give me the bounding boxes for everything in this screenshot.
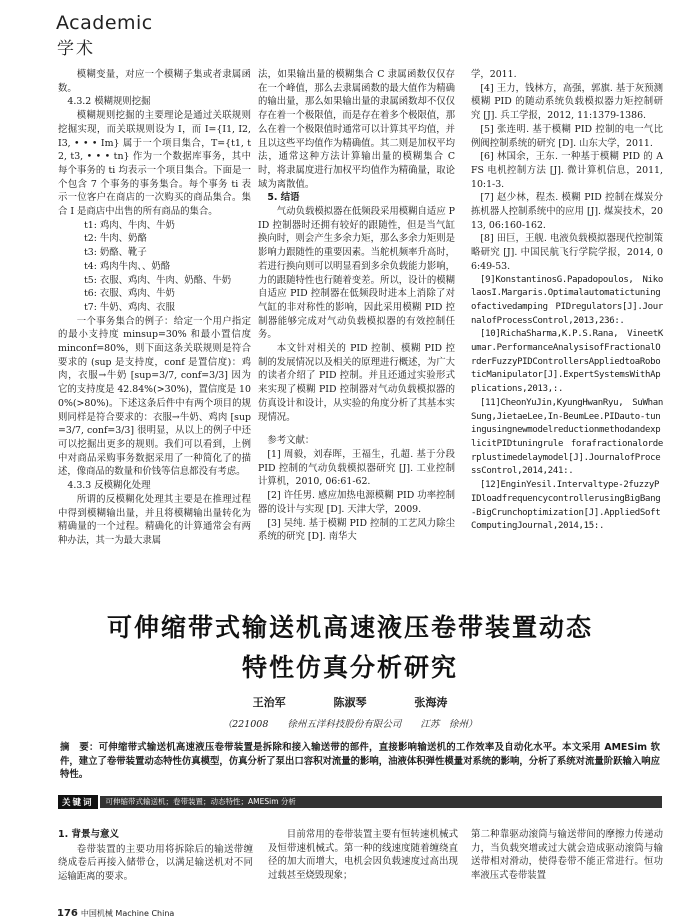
paragraph: 所谓的反模糊化处理其主要是在推理过程中得到模糊输出量，并且将模糊输出量转化为精确量的一个过程。精确化的计算通常会有两种办法，其一为最大隶属: [58, 493, 251, 546]
author: 王治军: [252, 696, 286, 709]
reference: [8] 田巨，王舰. 电液负载模拟器现代控制策略研究 [J]. 中国民航飞行学院学报，2014, 06:49-53.: [471, 233, 663, 272]
list-item: t4: 鸡肉牛肉、、奶酪: [84, 260, 171, 272]
author: 陈淑琴: [333, 696, 367, 709]
reference: [6] 林国余，王东. 一种基于模糊 PID 的 AFS 电机控制方法 [J]. 微计算机信息，2011, 10:1-3.: [471, 151, 663, 190]
section-heading: 4.3.2 模糊规则挖掘: [67, 96, 151, 108]
list-item: t7: 牛奶、鸡肉、衣服: [84, 301, 175, 313]
section-heading: 1. 背景与意义: [58, 829, 120, 840]
reference: [7] 赵少林，程杰. 模糊 PID 控制在煤炭分拣机器人控制系统中的应用 [J]. 煤炭技术，2013, 06:160-162.: [471, 192, 663, 231]
header-academic: Academic: [56, 12, 153, 34]
reference: [4] 王力，钱林方，高强，郭旗. 基于灰预测模糊 PID 的随动系统负载模拟器力矩控制研究 [J]. 兵工学报，2012, 11:1379-1386.: [471, 82, 663, 122]
affiliation: （221008 徐州五洋科技股份有限公司 江苏 徐州）: [222, 719, 478, 730]
list-item: t2: 牛肉、奶酪: [84, 233, 147, 245]
keywords-text: 可伸缩带式输送机；卷带装置；动态特性；AMESim 分析: [100, 796, 662, 808]
middle-column: [258, 68, 455, 544]
paragraph: 法，如果输出量的模糊集合 C 隶属函数仅仅存在一个峰值，那么去隶属函数的最大值作为精确的输出量，那么如果输出量的隶属函数却不仅仅存在着一个极限值，而是存在着多个极限值，那么在着一个极限值时通常可以计算其平均值，并且以这些平均值作为精确值。其二则是加权平均法，通常这种方法计算输出量的模糊集合 C 时，将隶属度进行加权平均值作为精确量，取论域为离散值。: [258, 69, 455, 190]
paragraph: 一个事务集合的例子：给定一个用户指定的最小支持度 minsup=30% 和最小置信度 minconf=80%，则下面这条关联规则是符合要求的 (sup 是支持度，conf 是置信度)：鸡肉，衣服→牛奶 [sup=3/7, conf=3/3] 因为它的支持度是 42.84%(>30%)，置信度是 100%(>80%)。下述这条后件中有两个项目的规则同样是符合要求的：衣服→牛奶、鸡肉 [sup=3/7, conf=3/3] 很明显，从以上的例子中还可以挖掘出更多的规则。我们可以看到，上例中对商品采购事务数据采用了一种简化了的描述，像商品的数量和价钱等信息都没有考虑。: [58, 315, 251, 478]
list-item: t3: 奶酪、靴子: [84, 247, 147, 259]
author: 张海涛: [414, 696, 448, 709]
body-column-right: [471, 828, 663, 883]
abstract: [60, 741, 660, 782]
article-title-line2: 特性仿真分析研究: [241, 653, 458, 682]
reference: [5] 张连明. 基于模糊 PID 控制的电一气比例阀控制系统的研究 [D]. 山东大学，2011.: [471, 123, 663, 149]
reference: [10]RichaSharma,K.P.S.Rana, VineetKumar.PerformanceAnalysisofFractionalOrderFuzzyPIDControllersAppliedtoaRoboticManipulator[J].ExpertSystemsWithApplications,2013,:.: [471, 329, 663, 395]
reference: [12]EnginYesil.Intervaltype-2fuzzyPIDloadfrequencycontrollerusingBigBang-BigCrunchoptimization[J].AppliedSoftComputingJournal,2014,15:.: [471, 480, 661, 532]
paragraph: 气动负载模拟器在低频段采用模糊自适应 PID 控制器时还拥有较好的跟随性，但是当气缸换向时，则会产生多余力矩，那么多余力矩则是影响力跟随性的重要因素。当舵机频率升高时，若进行换向则可以明显看到多余负载能力影响，力的跟随特性也行随着变差。所以，设计的模糊自适应 PID 控制器在低频段时进本上消除了对气缸的非对称性的影响，因此采用模糊 PID 控制器能够完成对气动负载模拟器的有效控制任务。: [258, 206, 455, 341]
abstract-label: 摘 要：: [60, 742, 99, 753]
paragraph: 目前常用的卷带装置主要有恒转速机械式及恒带速机械式。第一种的线速度随着缠绕直径的加大而增大，电机会因负载速度过高出现过载甚至烧毁现象；: [268, 829, 458, 882]
section-heading: 5. 结语: [267, 192, 300, 204]
keywords-label: 关键词: [58, 795, 98, 809]
paragraph: 卷带装置的主要功用将拆除后的输送带缠绕成卷后再接入储带仓，以满足输送机对不同运输距离的要求。: [58, 843, 253, 883]
paragraph: 第二种靠驱动滚筒与输送带间的摩擦力传递动力，当负载突增或过大就会造成驱动滚筒与输送带相对滑动，使得卷带不能正常进行。恒功率液压式卷带装置: [471, 829, 663, 882]
keywords-bar: [58, 796, 662, 808]
section-heading: 4.3.3 反模糊化处理: [67, 480, 151, 492]
reference: [9]KonstantinosG.Papadopoulos, NikolaosI.Margaris.Optimalautomatictuningofactivedamping PIDregulators[J].JournalofProcessControl,2013,236:.: [471, 274, 663, 326]
reference: [2] 许任男. 感应加热电源模糊 PID 功率控制器的设计与实现 [D]. 天津大学，2009.: [258, 490, 455, 515]
list-item: t6: 衣服、鸡肉、牛奶: [84, 288, 175, 300]
reference-continued: 学，2011.: [471, 69, 517, 80]
paragraph: 模糊规则挖掘的主要理论是通过关联规则挖掘实现，而关联规则设为 I，而 I={I1, I2, I3, • • • Im} 属于一个项目集合，T={t1, t2, t3, • • • tn} 作为一个数据库事务，其中每个事务的 ti 均表示一个项目集合。下面是一个包含 7 个事务的事务集合。每个事务 ti 表示一位客户在商店的一次购买的商品集合。集合 I 是商店中出售的所有商品的集合。: [58, 110, 251, 218]
list-item: t1: 鸡肉、牛肉、牛奶: [84, 219, 175, 231]
abstract-text: 可伸缩带式输送机高速液压卷带装置是拆除和接入输送带的部件，直接影响输送机的工作效率及自动化水平。本文采用 AMESim 软件，建立了卷带装置动态特性仿真模型，仿真分析了泵出口容积对流量的影响，油液体积弹性模量对系统的影响，分析了系统对流量阶跃输入响应特性。: [60, 742, 661, 780]
paragraph: 本文针对相关的 PID 控制、模糊 PID 控制的发展情况以及相关的原理进行概述，为广大的读者介绍了 PID 控制。并且还通过实验形式来实现了模糊 PID 控制器对气动负载模拟器的仿真设计和设计，从实验的角度分析了其基本实现情况。: [258, 343, 455, 423]
page-number: 176: [57, 908, 78, 919]
right-column: [471, 68, 663, 534]
journal-name: 中国机械 Machine China: [80, 909, 175, 918]
reference: [11]CheonYuJin,KyungHwanRyu, SuWhanSung,JietaeLee,In-BeumLee.PIDauto-tuningusingnewmodelreductionmethodandexplicitPIDtuningrule forafractionalorderplustimedelaymodel[J].JournalofProcessControl,2014,241:.: [471, 397, 663, 477]
author-list: [0, 694, 700, 710]
header-academic-zh: 学术: [57, 39, 95, 59]
reference: [1] 周毅，刘春晖，王福生，孔超. 基于分段 PID 控制的气动负载模拟器研究 [J]. 工业控制计算机，2010, 06:61-62.: [258, 448, 455, 488]
article-title-line1: 可伸缩带式输送机高速液压卷带装置动态: [106, 613, 593, 642]
reference: [3] 吴纯. 基于模糊 PID 控制的工艺风力除尘系统的研究 [D]. 南华大: [258, 517, 455, 543]
left-column: [58, 68, 251, 548]
body-column-left: [58, 828, 253, 884]
body-column-middle: [268, 828, 458, 883]
paragraph: 模糊变量，对应一个模糊子集或者隶属函数。: [58, 69, 251, 94]
page-footer: [57, 908, 174, 919]
list-item: t5: 衣服、鸡肉、牛肉、奶酪、牛奶: [84, 274, 232, 286]
references-title: 参考文献：: [267, 435, 315, 447]
